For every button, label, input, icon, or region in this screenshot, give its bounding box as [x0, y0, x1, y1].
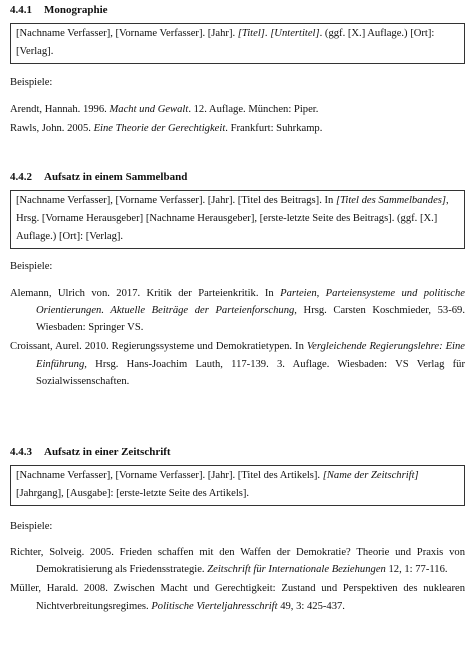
- citation-template: [Nachname Verfasser], [Vorname Verfasser]. [Jahr]. [Titel des Beitrags]. In [Titel des Sammelbandes], Hrsg. [Vorname Herausgeber] [Nachname Herausgeber], [erste-letzte Seite des Beitrags]. (ggf. [X.] Auflage.) [Ort]: [Verlag].: [16, 195, 449, 242]
- reference-entry: Arendt, Hannah. 1996. Macht und Gewalt. 12. Auflage. München: Piper.: [10, 104, 319, 116]
- section-zeitschrift: [10, 445, 465, 615]
- reference-entry: Alemann, Ulrich von. 2017. Kritik der Parteienkritik. In Parteien, Parteiensysteme und politische Orientierungen. Aktuelle Beiträge der Parteienforschung, Hrsg. Carsten Koschmieder, 53-69. Wiesbaden: Springer VS.: [10, 287, 465, 334]
- reference-entry: Richter, Solveig. 2005. Frieden schaffen mit den Waffen der Demokratie? Theorie und Praxis von Demokratisierung als Friedensstrategie. Zeitschrift für Internationale Beziehungen 12, 1: 77-116.: [10, 547, 465, 576]
- citation-template-box: [10, 190, 465, 248]
- citation-template-box: [10, 465, 465, 506]
- section-sammelband: [10, 170, 465, 390]
- citation-template-box: [10, 23, 465, 64]
- section-heading: 4.4.3 Aufsatz in einer Zeitschrift: [10, 446, 171, 458]
- section-heading: 4.4.2 Aufsatz in einem Sammelband: [10, 171, 188, 183]
- citation-template: [Nachname Verfasser], [Vorname Verfasser]. [Jahr]. [Titel]. [Untertitel]. (ggf. [X.] Auflage.) [Ort]: [Verlag].: [16, 28, 435, 58]
- section-monographie: [10, 3, 465, 137]
- examples-label: Beispiele:: [10, 260, 53, 272]
- examples-label: Beispiele:: [10, 76, 53, 88]
- section-heading: 4.4.1 Monographie: [10, 4, 108, 16]
- examples-label: Beispiele:: [10, 520, 53, 532]
- citation-template: [Nachname Verfasser], [Vorname Verfasser]. [Jahr]. [Titel des Artikels]. [Name der Zeitschrift] [Jahrgang], [Ausgabe]: [erste-letzte Seite des Artikels].: [16, 470, 419, 500]
- reference-entry: Croissant, Aurel. 2010. Regierungssysteme und Demokratietypen. In Vergleichende Regierungslehre: Eine Einführung, Hrsg. Hans-Joachim Lauth, 117-139. 3. Auflage. Wiesbaden: VS Verlag für Sozialwissenschaften.: [10, 341, 465, 387]
- reference-entry: Rawls, John. 2005. Eine Theorie der Gerechtigkeit. Frankfurt: Suhrkamp.: [10, 123, 323, 135]
- reference-entry: Müller, Harald. 2008. Zwischen Macht und Gerechtigkeit: Zustand und Perspektiven des nuklearen Nichtverbreitungsregimes. Politische Vierteljahresschrift 49, 3: 425-437.: [10, 583, 465, 612]
